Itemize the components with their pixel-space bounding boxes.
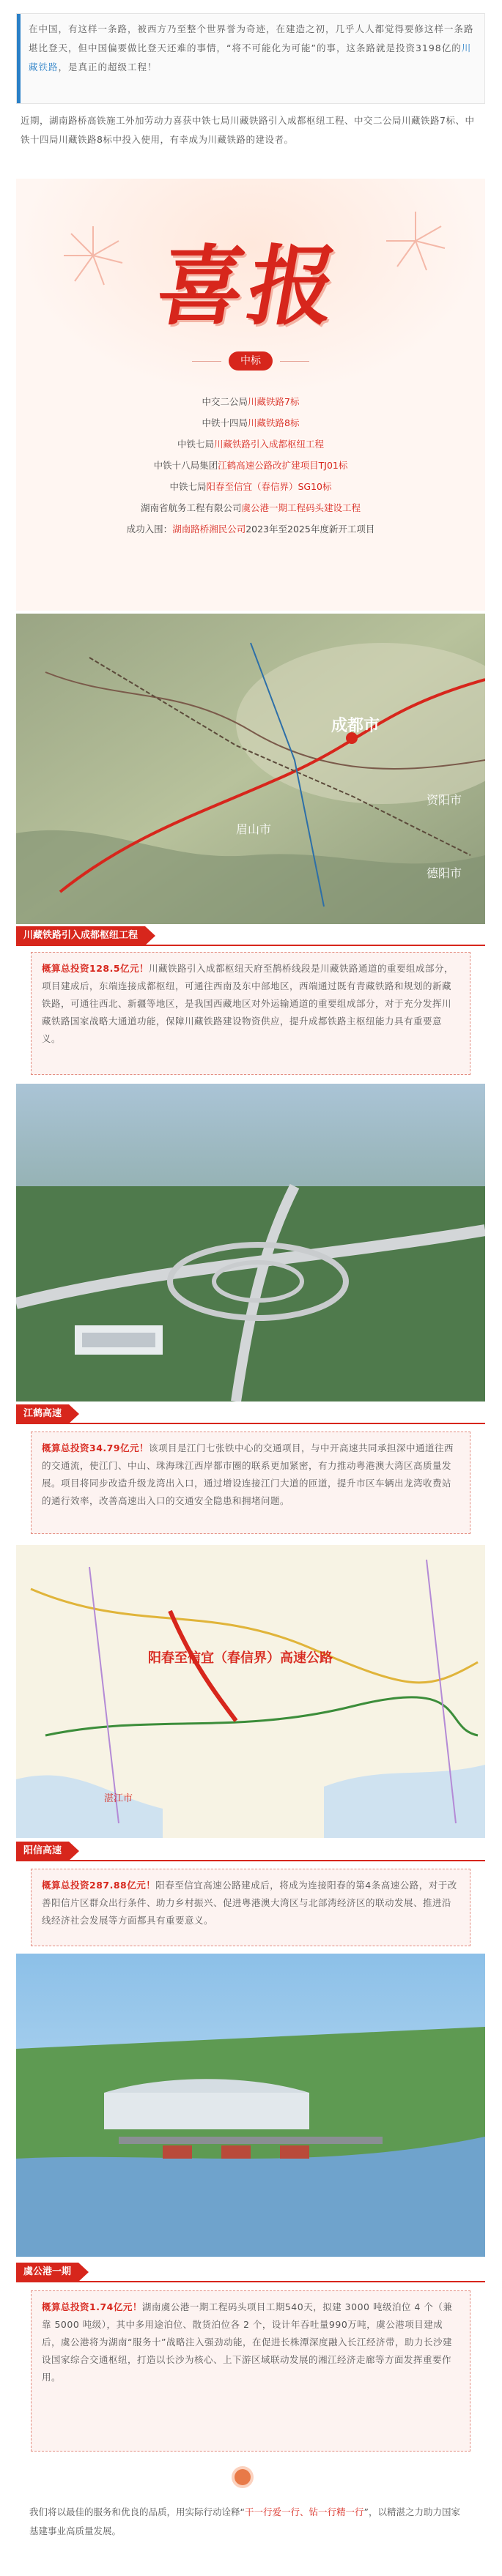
section-description: 概算总投资287.88亿元！阳春至信宜高速公路建成后，将成为连接阳春的第4条高速公路，对于改善阳信片区群众出行条件、助力乡村振兴、促进粤港澳大湾区与北部湾经济区的联动发展、推进沿线经济社会发展等方面都具有重要意义。 (42, 1880, 457, 1926)
award-item: 中交二公局川藏铁路7标 (202, 396, 300, 407)
interchange-illustration (16, 1084, 485, 1401)
intro-accent-bar (17, 14, 21, 103)
photo-highway-interchange (16, 1084, 485, 1401)
intro-part1: 在中国，有这样一条路，被西方乃至整个世界誉为奇迹，在建造之初，几乎人人都觉得要修这样一条路堪比登天，但中国偏要做比登天还难的事情，“将不可能化为可能”的事，这条路就是投资3198亿的 (29, 23, 474, 53)
section-tag: 江鹤高速 (16, 1404, 69, 1423)
section-info-box (31, 2290, 470, 2452)
tag-divider-left (192, 361, 221, 362)
intro-part2: ，是真正的超级工程！ (58, 62, 158, 72)
section-info-box (31, 1869, 470, 1946)
award-item: 湖南省航务工程有限公司虞公港一期工程码头建设工程 (140, 502, 361, 513)
footer-text: 我们将以最佳的服务和优良的品质，用实际行动诠释“干一行爱一行、钻一行精一行”，以精湛之力助力国家基建事业高质量发展。 (29, 2506, 460, 2536)
tag-divider-right (280, 361, 309, 362)
section-tag: 川藏铁路引入成都枢纽工程 (16, 926, 145, 945)
section-description: 概算总投资34.79亿元！该项目是江门七张铁中心的交通项目，与中开高速共同承担深中通道往西的交通流，使江门、中山、珠海珠江西岸都市圈的联系更加紧密，有力推动粤港澳大湾区高质量发展。项目将同步改造升级龙湾出入口，通过增设连接江门大道的匝道，提升市区车辆出龙湾收费站的通行效率，改善高速出入口的交通安全隐患和拥堵问题。 (42, 1443, 454, 1506)
map-label-chengdu: 成都市 (331, 717, 380, 735)
map-illustration (16, 614, 485, 924)
map-label-zhanjiang: 湛江市 (104, 1793, 133, 1804)
section-tag: 阳信高速 (16, 1842, 69, 1861)
section-divider (16, 2281, 485, 2282)
award-item: 中铁七局阳春至信宜（春信界）SG10标 (169, 481, 332, 492)
intro-box (16, 13, 485, 104)
award-item: 中铁十八局集团江鹤高速公路改扩建项目TJ01标 (153, 460, 348, 471)
footer-flower-icon (235, 2469, 251, 2485)
map-label-deyang: 德阳市 (427, 866, 462, 880)
section-divider (16, 1860, 485, 1861)
intro-highlight: 川藏铁路 (29, 42, 472, 72)
map-label-ziyang: 资阳市 (427, 793, 462, 807)
intro-text (29, 20, 477, 77)
award-item: 中铁七局川藏铁路引入成都枢纽工程 (177, 439, 325, 450)
route-map-illustration (16, 1545, 485, 1838)
port-illustration (16, 1954, 485, 2257)
map-label-road: 阳春至信宜（春信界）高速公路 (148, 1650, 333, 1666)
award-list (16, 391, 485, 540)
section-divider (16, 945, 485, 946)
map-sichuan-tibet-railway (16, 614, 485, 924)
map-label-meishan: 眉山市 (236, 822, 272, 836)
award-item: 成功入围：湖南路桥湘民公司2023年至2025年度新开工项目 (126, 524, 375, 535)
award-item: 中铁十四局川藏铁路8标 (202, 417, 300, 428)
award-poster (16, 179, 485, 611)
section-tag: 虞公港一期 (16, 2263, 78, 2282)
news-paragraph: 近期，湖南路桥高铁施工外加劳动力喜获中铁七局川藏铁路引入成都枢纽工程、中交二公局川藏铁路7标、中铁十四局川藏铁路8标中投入使用，有幸成为川藏铁路的建设者。 (21, 115, 475, 145)
poster-tag: 中标 (229, 351, 273, 371)
section-description: 概算总投资128.5亿元！川藏铁路引入成都枢纽天府至鹊桥线段是川藏铁路通道的重要组成部分，项目建成后，东端连接成都枢纽，可通往西南及东中部地区，西端通过既有青藏铁路和规划的新藏铁路，可通往西北、新疆等地区，是我国西藏地区对外运输通道的重要组成部分，对于充分发挥川藏铁路国家战略大通道功能，保障川藏铁路建设物资供应，提升成都铁路主枢纽能力具有重要意义。 (42, 963, 454, 1044)
section-info-box (31, 1432, 470, 1534)
section-divider (16, 1423, 485, 1424)
poster-title: 喜报 (150, 235, 350, 337)
photo-port-rendering (16, 1954, 485, 2257)
map-yangxin-expressway (16, 1545, 485, 1838)
section-description: 概算总投资1.74亿元！湖南虞公港一期工程码头项目工期540天，拟建 3000 吨级泊位 4 个（兼靠 5000 吨级），其中多用途泊位、散货泊位各 2 个，设计年吞吐量990万吨，虞公港项目建成后，虞公港将为湖南“服务十”战略注入强劲动能，在促进长株潭深度融入长江经济带，助力长沙建设国家综合交通枢纽，打造以长沙为核心、上下游区域联动发展的湘江经济走廊等方面发挥重要作用。 (42, 2301, 453, 2383)
section-info-box (31, 952, 470, 1075)
